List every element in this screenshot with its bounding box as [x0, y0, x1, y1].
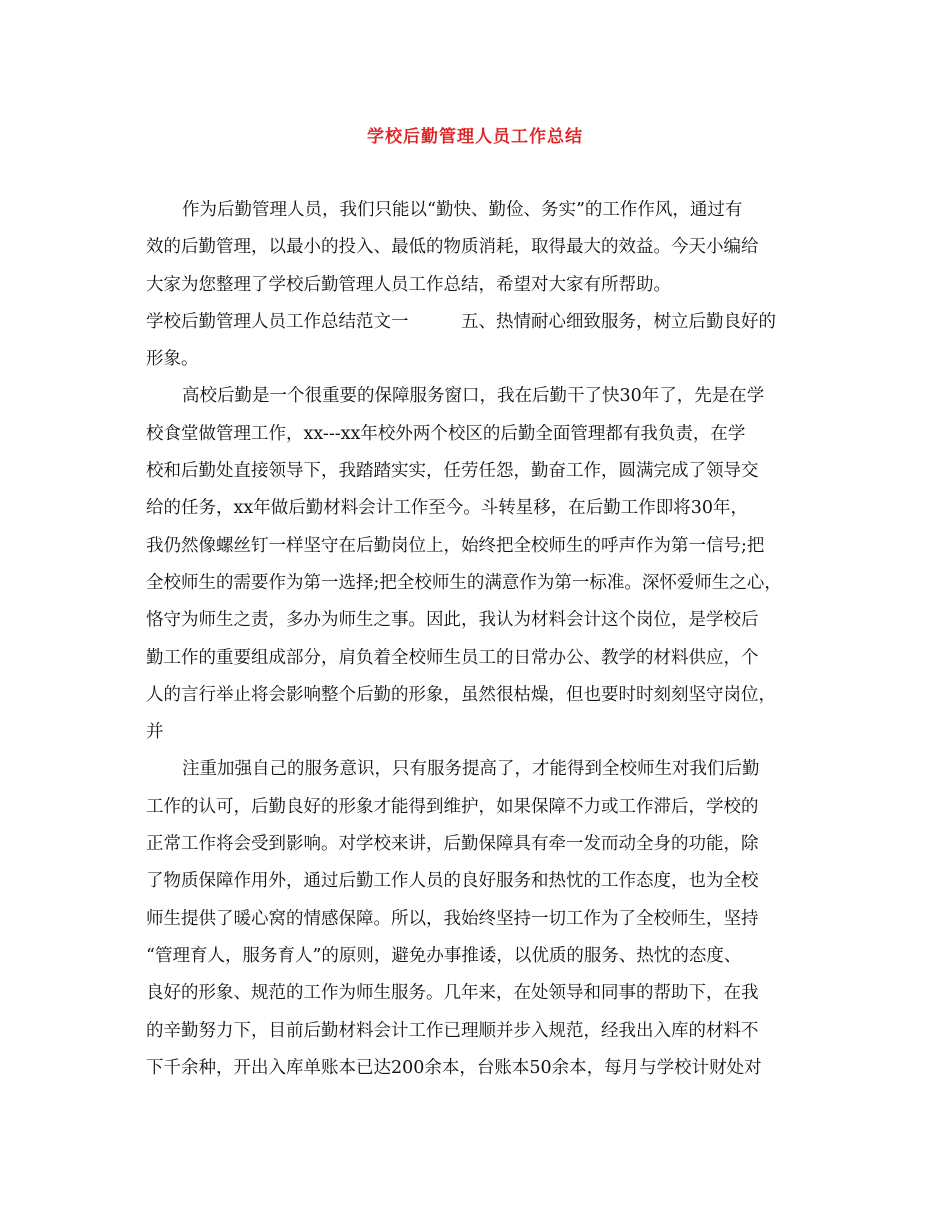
paragraph-line: “管理育人，服务育人”的原则，避免办事推诿，以优质的服务、热忱的态度、 — [146, 945, 742, 966]
paragraph-line: 恪守为师生之责，多办为师生之事。因此，我认为材料会计这个岗位，是学校后 — [146, 610, 759, 631]
paragraph-line: 工作的认可，后勤良好的形象才能得到维护，如果保障不力或工作滞后，学校的 — [146, 796, 759, 817]
paragraph-line: 校食堂做管理工作，xx---xx年校外两个校区的后勤全面管理都有我负责，在学 — [146, 423, 746, 444]
paragraph-line: 大家为您整理了学校后勤管理人员工作总结，希望对大家有所帮助。 — [146, 274, 671, 295]
paragraph-line: 学校后勤管理人员工作总结范文一 五、热情耐心细致服务，树立后勤良好的 — [146, 311, 776, 332]
paragraph-line: 我仍然像螺丝钉一样坚守在后勤岗位上，始终把全校师生的呼声作为第一信号;把 — [146, 535, 765, 556]
paragraph-line: 师生提供了暖心窝的情感保障。所以，我始终坚持一切工作为了全校师生，坚持 — [146, 908, 759, 929]
paragraph-line: 并 — [146, 722, 164, 743]
paragraph-line: 正常工作将会受到影响。对学校来讲，后勤保障具有牵一发而动全身的功能，除 — [146, 834, 759, 855]
document-body — [146, 192, 816, 1087]
paragraph-line: 形象。 — [146, 349, 199, 370]
paragraph-line: 了物质保障作用外，通过后勤工作人员的良好服务和热忱的工作态度，也为全校 — [146, 871, 759, 892]
paragraph-line: 效的后勤管理，以最小的投入、最低的物质消耗，取得最大的效益。今天小编给 — [146, 237, 759, 258]
paragraph-line: 全校师生的需要作为第一选择;把全校师生的满意作为第一标准。深怀爱师生之心， — [146, 572, 782, 593]
paragraph-line: 给的任务，xx年做后勤材料会计工作至今。斗转星移，在后勤工作即将30年， — [146, 498, 749, 519]
paragraph-line: 的辛勤努力下，目前后勤材料会计工作已理顺并步入规范，经我出入库的材料不 — [146, 1020, 759, 1041]
paragraph-line: 高校后勤是一个很重要的保障服务窗口，我在后勤干了快30年了，先是在学 — [182, 386, 765, 407]
paragraph-line: 良好的形象、规范的工作为师生服务。几年来，在处领导和同事的帮助下，在我 — [146, 983, 759, 1004]
paragraph-line: 校和后勤处直接领导下，我踏踏实实，任劳任怨，勤奋工作，圆满完成了领导交 — [146, 461, 759, 482]
paragraph-line: 勤工作的重要组成部分，肩负着全校师生员工的日常办公、教学的材料供应，个 — [146, 647, 759, 668]
paragraph-line: 下千余种，开出入库单账本已达200余本，台账本50余本，每月与学校计财处对 — [146, 1057, 762, 1078]
paragraph-line: 注重加强自己的服务意识，只有服务提高了，才能得到全校师生对我们后勤 — [182, 759, 760, 780]
paragraph-line: 人的言行举止将会影响整个后勤的形象，虽然很枯燥，但也要时时刻刻坚守岗位， — [146, 684, 776, 705]
document-title: 学校后勤管理人员工作总结 — [367, 127, 583, 147]
paragraph-line: 作为后勤管理人员，我们只能以“勤快、勤俭、务实”的工作作风，通过有 — [182, 200, 743, 220]
